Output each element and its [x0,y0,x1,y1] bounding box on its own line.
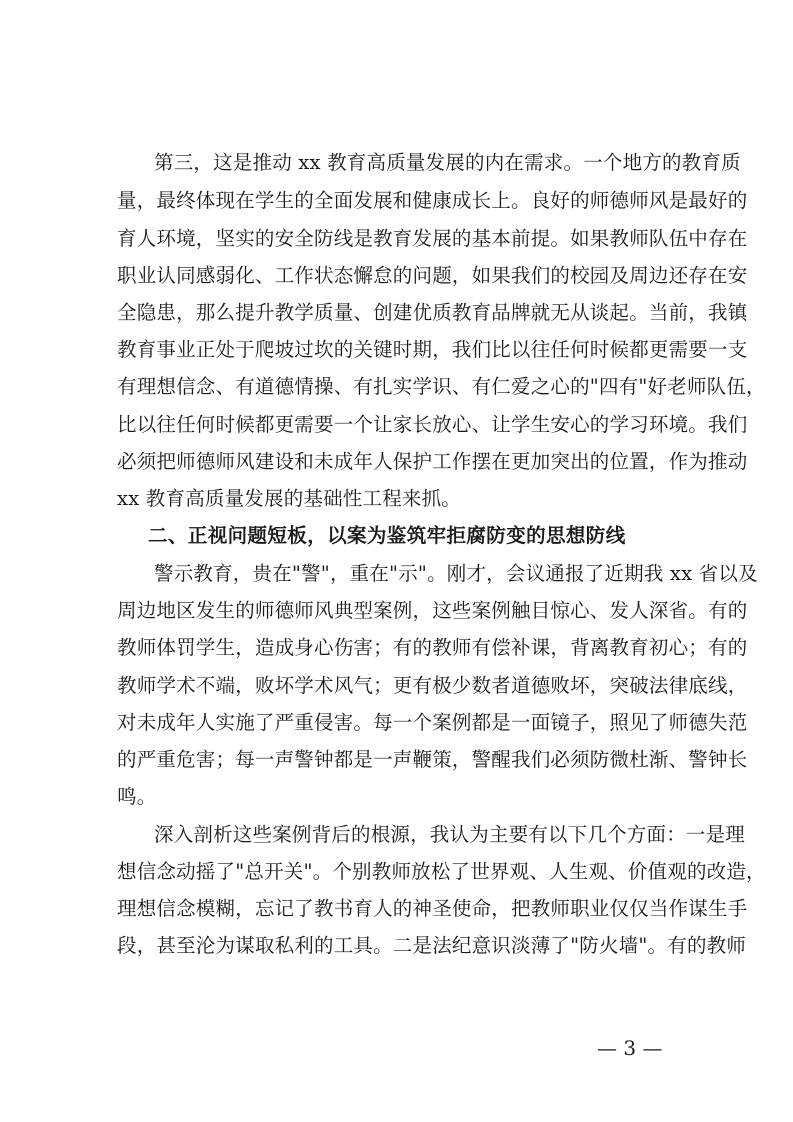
paragraph-1-line-10: xx 教育高质量发展的基础性工程来抓。 [117,487,461,510]
paragraph-2-line-4: 教师学术不端，败坏学术风气；更有极少数者道德败坏，突破法律底线， [117,674,748,697]
paragraph-1-line-5: 全隐患，那么提升教学质量、创建优质教育品牌就无从谈起。当前，我镇 [117,301,748,324]
paragraph-2-line-7: 鸣。 [117,785,157,808]
paragraph-1-line-4: 职业认同感弱化、工作状态懈怠的问题，如果我们的校园及周边还存在安 [117,264,748,287]
paragraph-3-line-3: 理想信念模糊，忘记了教书育人的神圣使命，把教师职业仅仅当作谋生手 [117,897,748,920]
paragraph-1-line-3: 育人环境，坚实的安全防线是教育发展的基本前提。如果教师队伍中存在 [117,227,748,250]
page-number: — 3 — [597,1036,663,1060]
paragraph-2-line-3: 教师体罚学生，造成身心伤害；有的教师有偿补课，背离教育初心；有的 [117,636,748,659]
paragraph-1-line-2: 量，最终体现在学生的全面发展和健康成长上。良好的师德师风是最好的 [117,189,748,212]
paragraph-1-line-6: 教育事业正处于爬坡过坎的关键时期，我们比以往任何时候都更需要一支 [117,338,748,361]
paragraph-2-line-1: 警示教育，贵在"警"，重在"示"。刚才，会议通报了近期我 xx 省以及 [154,562,758,585]
paragraph-2-line-2: 周边地区发生的师德师风典型案例，这些案例触目惊心、发人深省。有的 [117,599,748,622]
section-heading: 二、正视问题短板，以案为鉴筑牢拒腐防变的思想防线 [148,524,626,547]
paragraph-1-line-8: 比以往任何时候都更需要一个让家长放心、让学生安心的学习环境。我们 [117,413,748,436]
paragraph-2-line-6: 的严重危害；每一声警钟都是一声鞭策，警醒我们必须防微杜渐、警钟长 [117,748,748,771]
paragraph-1-line-9: 必须把师德师风建设和未成年人保护工作摆在更加突出的位置，作为推动 [117,450,748,473]
paragraph-3-line-2: 想信念动摇了"总开关"。个别教师放松了世界观、人生观、价值观的改造， [117,860,766,883]
paragraph-1-line-7: 有理想信念、有道德情操、有扎实学识、有仁爱之心的"四有"好老师队伍， [117,375,766,398]
paragraph-1-line-1: 第三，这是推动 xx 教育高质量发展的内在需求。一个地方的教育质 [154,151,741,174]
paragraph-3-line-4: 段，甚至沦为谋取私利的工具。二是法纪意识淡薄了"防火墙"。有的教师 [117,934,747,957]
paragraph-3-line-1: 深入剖析这些案例背后的根源，我认为主要有以下几个方面：一是理 [154,823,746,846]
paragraph-2-line-5: 对未成年人实施了严重侵害。每一个案例都是一面镜子，照见了师德失范 [117,711,748,734]
